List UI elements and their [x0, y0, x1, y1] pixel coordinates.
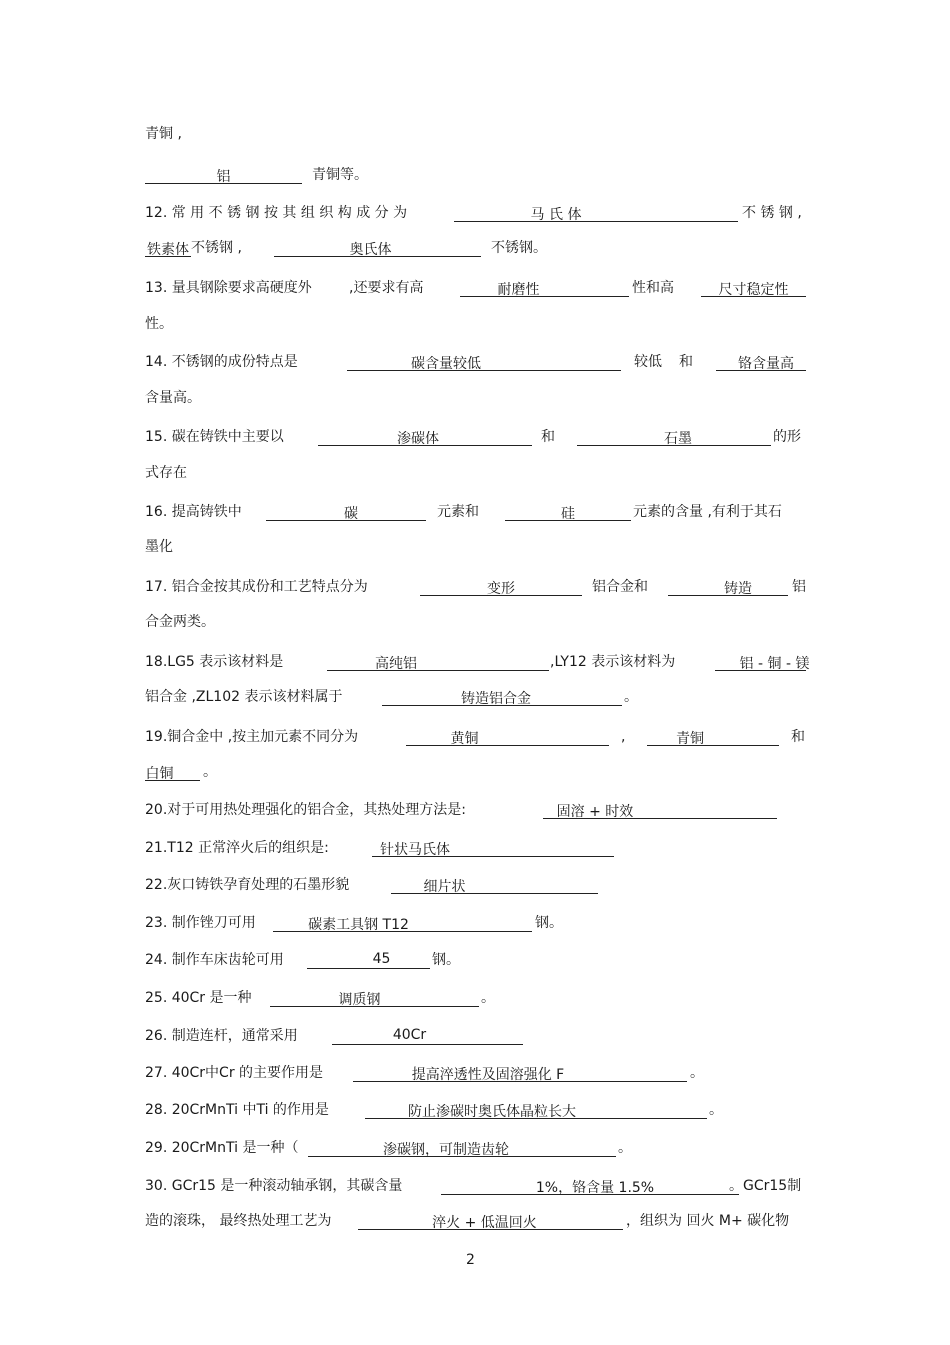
text-line: 。	[481, 990, 495, 1006]
text-line: ，组织为 回火 M+ 碳化物	[626, 1213, 790, 1229]
text-line: 。	[690, 1065, 704, 1081]
answer-blank: 渗碳钢，可制造齿轮	[308, 1139, 616, 1157]
answer-blank: 针状马氏体	[372, 839, 614, 857]
text-line: 不锈钢 ,	[191, 240, 242, 256]
text-line: ,	[621, 729, 626, 745]
question-19: 19.铜合金中 ,按主加元素不同分为	[145, 729, 359, 745]
answer-blank: 调质钢	[270, 989, 479, 1007]
answer-blank: 铁素体	[145, 239, 191, 257]
text-line: 较低	[634, 354, 662, 370]
question-27: 27. 40Cr中Cr 的主要作用是	[145, 1065, 324, 1081]
answer-blank: 奥氏体	[274, 239, 481, 257]
text-line: 和	[679, 354, 693, 370]
question-25: 25. 40Cr 是一种	[145, 990, 252, 1006]
question-13: 13. 量具钢除要求高硬度外	[145, 280, 312, 296]
question-16: 16. 提高铸铁中	[145, 504, 242, 520]
question-14: 14. 不锈钢的成份特点是	[145, 354, 298, 370]
answer-blank: 铝 - 铜 - 镁	[715, 653, 806, 671]
answer-blank: 硅	[505, 503, 631, 521]
answer-blank: 40Cr	[332, 1027, 523, 1045]
text-line: 和	[541, 429, 555, 445]
text-line: 铝合金和	[592, 579, 648, 595]
text-line: 。	[203, 764, 217, 780]
question-21: 21.T12 正常淬火后的组织是:	[145, 840, 329, 856]
text-line: 铝	[792, 579, 806, 595]
text-line: 性和高	[632, 280, 674, 296]
answer-blank: 渗碳体	[318, 428, 532, 446]
answer-blank: 45	[307, 951, 430, 969]
question-20: 20.对于可用热处理强化的铝合金，其热处理方法是:	[145, 802, 466, 818]
answer-blank: 耐磨性	[460, 279, 629, 297]
answer-blank: 淬火 + 低温回火	[358, 1212, 623, 1230]
text-line: 的形	[773, 429, 801, 445]
question-12: 12. 常 用 不 锈 钢 按 其 组 织 构 成 分 为	[145, 205, 408, 221]
text-line: 造的滚珠， 最终热处理工艺为	[145, 1213, 332, 1229]
text-line: 不锈钢。	[491, 240, 547, 256]
question-18: 18.LG5 表示该材料是	[145, 654, 284, 670]
text-line: 。	[709, 1102, 723, 1118]
answer-blank: 碳	[266, 503, 426, 521]
answer-blank: 防止渗碳时奥氏体晶粒长大	[365, 1101, 707, 1119]
answer-blank: 黄铜	[406, 728, 609, 746]
text-line: 青铜等。	[312, 167, 368, 183]
text-line: 和	[791, 729, 805, 745]
answer-blank: 铬含量高	[716, 353, 806, 371]
answer-blank: 提高淬透性及固溶强化 F	[353, 1064, 687, 1082]
question-26: 26. 制造连杆，通常采用	[145, 1028, 298, 1044]
text-line: 含量高。	[145, 390, 201, 406]
text-line: 。	[624, 689, 638, 705]
answer-blank: 变形	[420, 578, 582, 596]
question-28: 28. 20CrMnTi 中Ti 的作用是	[145, 1102, 329, 1118]
answer-blank: 铸造铝合金	[382, 688, 622, 706]
text-line: 不 锈 钢 ,	[742, 205, 802, 221]
answer-blank: 尺寸稳定性	[701, 279, 806, 297]
answer-blank: 碳素工具钢 T12	[273, 914, 532, 932]
text-line: 式存在	[145, 465, 187, 481]
text-line: ,LY12 表示该材料为	[550, 654, 676, 670]
text-line: 墨化	[145, 539, 173, 555]
answer-blank: 细片状	[391, 876, 598, 894]
question-30: 30. GCr15 是一种滚动轴承钢，其碳含量	[145, 1178, 403, 1194]
question-29: 29. 20CrMnTi 是一种（	[145, 1140, 299, 1156]
answer-blank: 铸造	[668, 578, 788, 596]
answer-blank: 固溶 + 时效	[543, 801, 777, 819]
answer-blank: 白铜	[145, 763, 200, 781]
text-line: 合金两类。	[145, 614, 215, 630]
page-number: 2	[466, 1252, 475, 1268]
question-17: 17. 铝合金按其成份和工艺特点分为	[145, 579, 368, 595]
text-line: 。	[618, 1140, 632, 1156]
question-15: 15. 碳在铸铁中主要以	[145, 429, 284, 445]
text-line: 性。	[145, 316, 173, 332]
answer-blank: 1%，铬含量 1.5%	[441, 1177, 739, 1195]
text-line: 铝合金 ,ZL102 表示该材料属于	[145, 689, 343, 705]
text-line: 元素的含量 ,有利于其石	[633, 504, 782, 520]
text-line: 元素和	[437, 504, 479, 520]
text-line: ,还要求有高	[349, 280, 424, 296]
answer-blank: 碳含量较低	[347, 353, 621, 371]
question-24: 24. 制作车床齿轮可用	[145, 952, 284, 968]
answer-blank: 青铜	[647, 728, 779, 746]
answer-blank: 石墨	[577, 428, 771, 446]
answer-blank: 马 氏 体	[454, 204, 738, 222]
text-line: 。GCr15制	[729, 1178, 802, 1194]
question-22: 22.灰口铸铁孕育处理的石墨形貌	[145, 877, 350, 893]
question-23: 23. 制作锉刀可用	[145, 915, 256, 931]
answer-blank: 铝	[145, 166, 302, 184]
text-line: 青铜 ,	[145, 126, 182, 142]
text-line: 钢。	[432, 952, 460, 968]
answer-blank: 高纯铝	[327, 653, 549, 671]
text-line: 钢。	[535, 915, 563, 931]
